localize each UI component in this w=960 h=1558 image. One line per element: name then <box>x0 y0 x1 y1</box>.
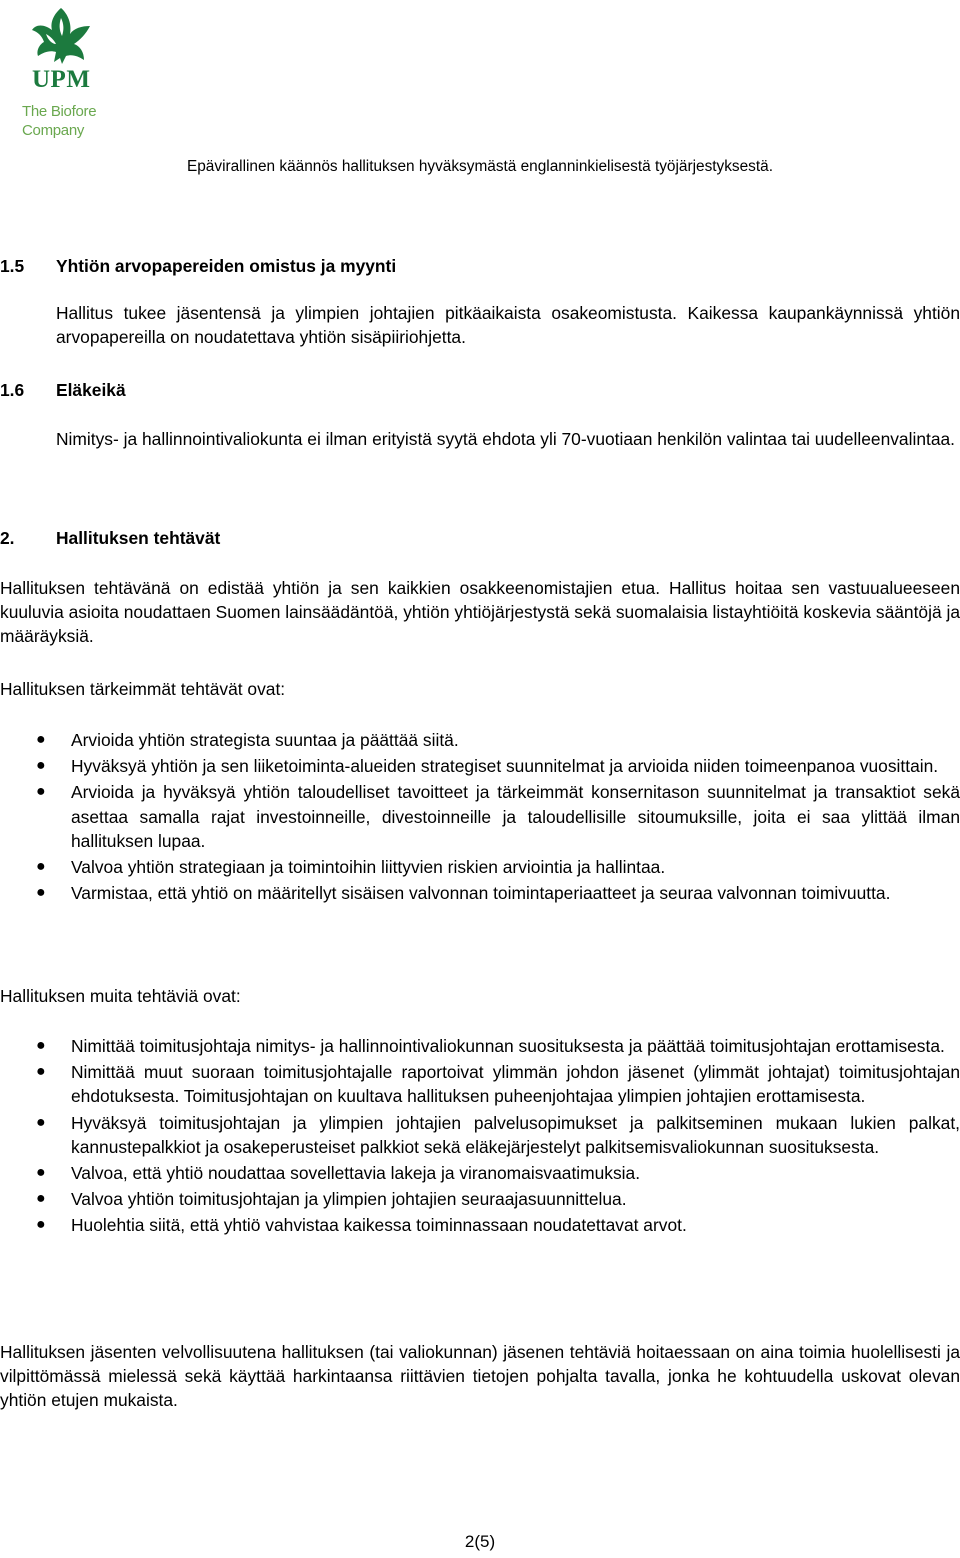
section-title: Hallituksen tehtävät <box>56 528 221 548</box>
bullet-icon: ● <box>36 884 46 902</box>
list-item-text: Huolehtia siitä, että yhtiö vahvistaa kaikessa toiminnassaan noudatettavat arvot. <box>71 1215 687 1236</box>
list-item <box>0 780 960 853</box>
section-2-intro: Hallituksen tehtävänä on edistää yhtiön ja sen kaikkien osakkeenomistajien etua. Hallitus hoitaa sen vastuualueeseen kuuluvia asioita noudattaen Suomen lainsäädäntöä, yhtiön yhtiöjärjestystä sekä suomalaisia listayhtiöitä koskevia sääntöjä ja määräyksiä. <box>0 578 960 647</box>
bullet-icon: ● <box>36 1164 46 1182</box>
list-item <box>0 1034 960 1058</box>
list-item-text: Arvioida yhtiön strategista suuntaa ja päättää siitä. <box>71 730 459 750</box>
section-title: Eläkeikä <box>56 380 126 400</box>
section-2-closing: Hallituksen jäsenten velvollisuutena hallituksen (tai valiokunnan) jäsenen tehtäviä hoitaessaan on aina toimia huolellisesti ja vilpittömässä mielessä sekä käyttää harkintaansa riittävien tietojen pohjalta tavalla, jonka he kohtuudella uskovat olevan yhtiön etujen mukaista. <box>0 1342 960 1411</box>
bullet-icon: ● <box>36 731 46 748</box>
main-tasks-heading: Hallituksen tärkeimmät tehtävät ovat: <box>0 679 286 699</box>
bullet-icon: ● <box>36 1113 46 1131</box>
list-item-text: Varmistaa, että yhtiö on määritellyt sisäisen valvonnan toimintaperiaatteet ja seuraa valvonnan toimivuutta. <box>71 883 891 904</box>
section-title: Yhtiön arvopapereiden omistus ja myynti <box>56 256 397 276</box>
logo-tagline-line-2: Company <box>22 122 85 139</box>
list-item-text: Hyväksyä toimitusjohtajan ja ylimpien johtajien palvelusopimukset ja palkitseminen mukaan lukien palkat, kannustepalkkiot ja osakeperusteiset palkkiot sekä eläkejärjestelyt palkitsemisvaliokunnan suosituksesta. <box>71 1112 960 1157</box>
translation-note: Epävirallinen käännös hallituksen hyväksymästä englanninkielisestä työjärjestyksestä. <box>186 158 773 175</box>
section-heading-1-5 <box>0 256 396 277</box>
section-heading-1-6 <box>0 380 126 401</box>
list-item-text: Valvoa yhtiön toimitusjohtajan ja ylimpien johtajien seuraajasuunnittelua. <box>71 1189 627 1210</box>
list-item <box>0 754 960 778</box>
section-number: 2. <box>0 528 15 548</box>
bullet-icon: ● <box>36 858 46 876</box>
logo-tagline <box>22 102 96 140</box>
list-item <box>0 1187 960 1211</box>
section-1-5-body: Hallitus tukee jäsentensä ja ylimpien johtajien pitkäaikaista osakeomistusta. Kaikessa kaupankäynnissä yhtiön arvopapereilla on noudatettava yhtiön sisäpiiriohjetta. <box>56 303 960 348</box>
bullet-icon: ● <box>36 1190 46 1208</box>
list-item-text: Arvioida ja hyväksyä yhtiön taloudelliset tavoitteet ja tärkeimmät konsernitason suunnitelmat ja transaktiot sekä asettaa samalla rajat investoinneille, divestoinneille ja taloudellisille sitoumuksille, joita ei saa ylittää ilman hallituksen lupaa. <box>71 782 960 851</box>
main-tasks-list <box>0 728 960 907</box>
logo-tagline-line-1: The Biofore <box>22 103 97 120</box>
section-number: 1.5 <box>0 256 25 276</box>
list-item <box>0 1161 960 1185</box>
page-number: 2(5) <box>464 1532 496 1551</box>
list-item-text: Nimittää muut suoraan toimitusjohtajalle raportoivat ylimmän johdon jäsenet (ylimmät johtajat) toimitusjohtajan ehdotuksesta. Toimitusjohtajan on kuultava hallituksen puheenjohtajaa ylimpien johtajien erottamisesta. <box>71 1062 960 1107</box>
bullet-icon: ● <box>36 757 46 775</box>
list-item-text: Valvoa yhtiön strategiaan ja toimintoihin liittyvien riskien arviointia ja hallintaa. <box>71 857 666 878</box>
section-heading-2 <box>0 528 220 549</box>
list-item <box>0 855 960 879</box>
other-tasks-heading: Hallituksen muita tehtäviä ovat: <box>0 986 241 1006</box>
other-tasks-list <box>0 1034 960 1240</box>
list-item <box>0 881 960 905</box>
list-item-text: Hyväksyä yhtiön ja sen liiketoiminta-alueiden strategiset suunnitelmat ja arvioida niiden toimeenpanoa vuosittain. <box>71 756 939 777</box>
griffin-emblem-icon <box>26 4 96 66</box>
logo-wordmark: UPM <box>32 66 91 93</box>
list-item <box>0 1213 960 1237</box>
bullet-icon: ● <box>36 783 46 801</box>
section-number: 1.6 <box>0 380 25 400</box>
list-item-text: Valvoa, että yhtiö noudattaa sovellettavia lakeja ja viranomaisvaatimuksia. <box>71 1163 641 1184</box>
list-item <box>0 1060 960 1108</box>
list-item-text: Nimittää toimitusjohtaja nimitys- ja hallinnointivaliokunnan suosituksesta ja päättää toimitusjohtajan erottamisesta. <box>71 1036 945 1056</box>
bullet-icon: ● <box>36 1037 46 1054</box>
bullet-icon: ● <box>36 1216 46 1234</box>
upm-logo <box>10 4 110 140</box>
section-1-6-body: Nimitys- ja hallinnointivaliokunta ei ilman erityistä syytä ehdota yli 70-vuotiaan henkilön valintaa tai uudelleenvalintaa. <box>56 429 956 449</box>
bullet-icon: ● <box>36 1063 46 1081</box>
list-item <box>0 728 960 752</box>
list-item <box>0 1111 960 1159</box>
